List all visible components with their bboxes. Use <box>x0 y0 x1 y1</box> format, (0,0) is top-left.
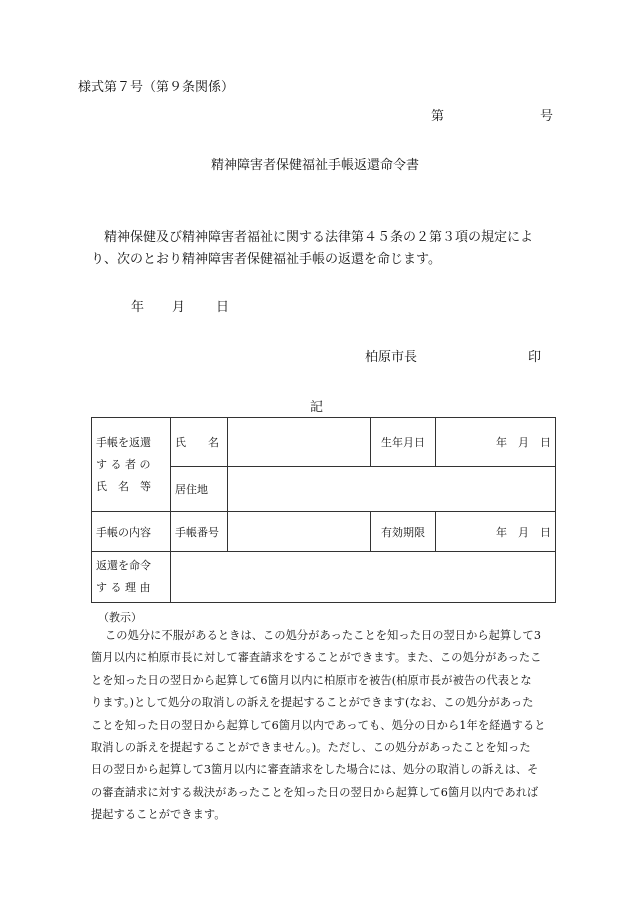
notice-line: 提起することができます。 <box>91 808 226 822</box>
document-number-prefix: 第 <box>431 109 445 124</box>
content-label: 手帳の内容 <box>92 512 171 552</box>
notice-line: この処分に不服があるときは、この処分があったことを知った日の翌日から起算して3 <box>105 629 542 642</box>
notice-heading: （教示） <box>98 611 142 624</box>
notice-body <box>91 625 561 827</box>
notice-line: 日の翌日から起算して3箇月以内に審査請求をした場合には、処分の取消しの訴えは、そ <box>91 763 539 777</box>
holder-label-line: 氏 名 等 <box>96 479 151 493</box>
birthdate-label: 生年月日 <box>371 418 436 467</box>
date-month: 月 <box>172 300 186 315</box>
record-table <box>91 417 556 603</box>
valid-label: 有効期限 <box>371 512 436 552</box>
date-day: 日 <box>216 300 230 315</box>
notice-line: とを知った日の翌日から起算して6箇月以内に柏原市を被告(柏原市長が被告の代表とな <box>91 673 532 687</box>
holder-label-cell <box>92 418 171 512</box>
body-line-2: り、次のとおり精神障害者保健福祉手帳の返還を命じます。 <box>91 252 441 267</box>
holder-label-line: 手帳を返還 <box>96 435 151 449</box>
notice-line: の審査請求に対する裁決があったことを知った日の翌日から起算して6箇月以内であれば <box>91 785 539 799</box>
reason-field <box>171 552 556 603</box>
notice-line: ことを知った日の翌日から起算して6箇月以内であっても、処分の日から1年を経過すると <box>91 718 546 732</box>
number-field <box>228 512 371 552</box>
name-field <box>228 418 371 467</box>
issuer-title: 柏原市長 <box>365 350 418 365</box>
address-field <box>228 467 556 512</box>
birthdate-field: 年 月 日 <box>436 418 556 467</box>
document-number-suffix: 号 <box>540 109 554 124</box>
holder-label-line: す る 者 の <box>96 457 151 471</box>
document-title: 精神障害者保健福祉手帳返還命令書 <box>210 158 419 173</box>
notice-line: 取消しの訴えを提起することができません。)。ただし、この処分があったことを知った <box>91 741 531 755</box>
reason-label-line: す る 理 由 <box>96 581 151 594</box>
name-label: 氏 名 <box>171 418 228 467</box>
address-label: 居住地 <box>171 467 228 512</box>
reason-label-cell <box>92 552 171 603</box>
record-heading: 記 <box>310 400 324 415</box>
body-line-1: 精神保健及び精神障害者福祉に関する法律第４５条の２第３項の規定によ <box>104 230 534 245</box>
date-year: 年 <box>131 300 145 315</box>
form-number: 様式第７号（第９条関係） <box>78 80 235 95</box>
reason-label-line: 返還を命令 <box>96 559 151 572</box>
valid-field: 年 月 日 <box>436 512 556 552</box>
notice-line: 箇月以内に柏原市長に対して審査請求をすることができます。また、この処分があったこ <box>91 651 542 665</box>
number-label: 手帳番号 <box>171 512 228 552</box>
seal-mark: 印 <box>528 350 542 365</box>
notice-line: ります。)として処分の取消しの訴えを提起することができます(なお、この処分があった <box>91 696 534 710</box>
